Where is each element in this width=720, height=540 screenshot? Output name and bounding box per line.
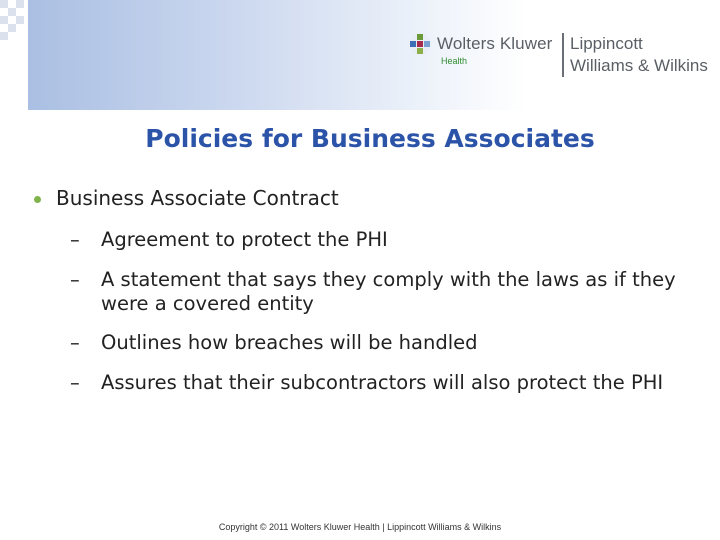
logo-company-name: Wolters Kluwer	[437, 34, 553, 53]
wolters-kluwer-logo-icon	[407, 32, 433, 56]
logo-imprint-line1: Lippincott	[570, 34, 643, 53]
sub-bullet-text: Agreement to protect the PHI	[101, 228, 388, 251]
sub-bullet-text: Assures that their subcontractors will also protect the PHI	[101, 371, 664, 394]
slide-title: Policies for Business Associates	[145, 124, 595, 153]
dash-icon: –	[70, 268, 80, 291]
bullet-text: Business Associate Contract	[56, 186, 339, 210]
logo-imprint-line2: Williams & Wilkins	[570, 56, 708, 75]
copyright-footer: Copyright © 2011 Wolters Kluwer Health | Lippincott Williams & Wilkins	[218, 522, 502, 532]
bullet-dot-icon	[34, 196, 41, 203]
header-band	[28, 0, 720, 110]
dash-icon: –	[70, 331, 80, 354]
logo-divider	[562, 33, 564, 77]
checker-decoration	[0, 0, 26, 40]
dash-icon: –	[70, 371, 80, 394]
logo-division: Health	[441, 56, 468, 66]
sub-bullet-text: A statement that says they comply with the laws as if they were a covered entity	[101, 268, 676, 315]
sub-bullet-text: Outlines how breaches will be handled	[101, 331, 478, 354]
dash-icon: –	[70, 228, 80, 251]
